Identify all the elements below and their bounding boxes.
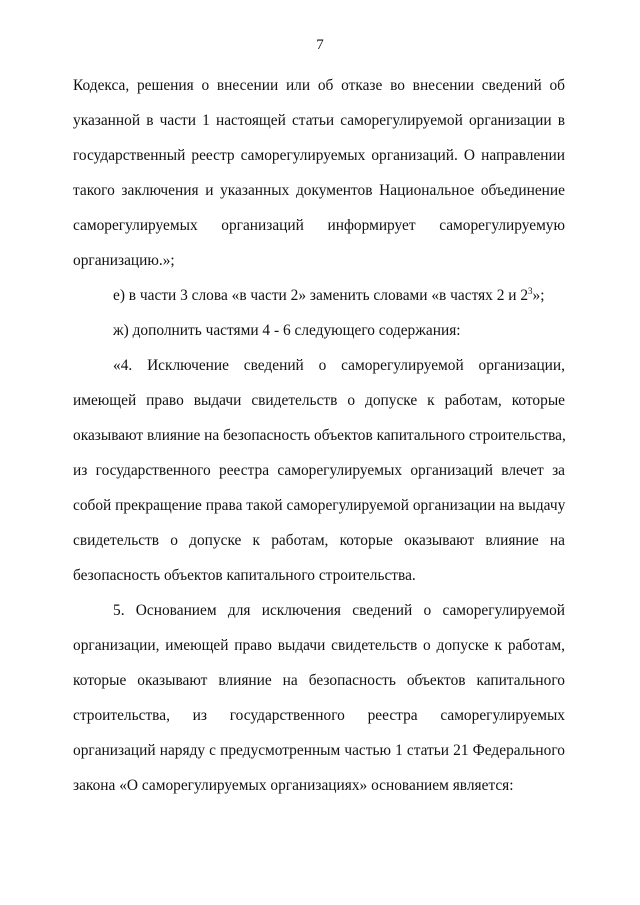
text-line: свидетельств о допуске к работам, которые оказывают влияние на bbox=[73, 532, 565, 549]
text-line: имеющей право выдачи свидетельств о допуске к работам, которые bbox=[73, 392, 565, 409]
text-line: государственный реестр саморегулируемых организаций. О направлении bbox=[73, 147, 565, 164]
text-line: организации, имеющей право выдачи свидетельств о допуске к работам, bbox=[73, 637, 565, 654]
item-e-superscript: 3 bbox=[528, 286, 533, 296]
text-line: указанной в части 1 настоящей статьи саморегулируемой организации в bbox=[73, 112, 565, 129]
text-line: оказывают влияние на безопасность объектов капитального строительства, bbox=[73, 427, 566, 444]
text-line: такого заключения и указанных документов Национальное объединение bbox=[73, 182, 565, 199]
text-line: Кодекса, решения о внесении или об отказе во внесении сведений об bbox=[73, 77, 565, 94]
text-line: ж) дополнить частями 4 - 6 следующего содержания: bbox=[113, 322, 461, 339]
page-number: 7 bbox=[316, 37, 324, 53]
item-e-text: е) в части 3 слова «в части 2» заменить словами «в частях 2 и 2 bbox=[113, 287, 529, 304]
text-line: из государственного реестра саморегулируемых организаций влечет за bbox=[73, 462, 565, 479]
text-line: организаций наряду с предусмотренным частью 1 статьи 21 Федерального bbox=[73, 742, 565, 759]
text-line: которые оказывают влияние на безопасность объектов капитального bbox=[73, 672, 565, 689]
text-line: строительства, из государственного реестра саморегулируемых bbox=[73, 707, 565, 724]
item-e-tail: »; bbox=[532, 287, 545, 304]
text-line: собой прекращение права такой саморегулируемой организации на выдачу bbox=[73, 497, 566, 514]
text-line: организацию.»; bbox=[73, 252, 175, 269]
text-line: закона «О саморегулируемых организациях» основанием является: bbox=[73, 777, 514, 794]
text-line: 5. Основанием для исключения сведений о саморегулируемой bbox=[113, 602, 565, 619]
text-line: безопасность объектов капитального строительства. bbox=[73, 567, 416, 584]
text-line: саморегулируемых организаций информирует саморегулируемую bbox=[73, 217, 565, 234]
text-line: «4. Исключение сведений о саморегулируемой организации, bbox=[113, 357, 565, 374]
item-e-line bbox=[113, 286, 545, 306]
